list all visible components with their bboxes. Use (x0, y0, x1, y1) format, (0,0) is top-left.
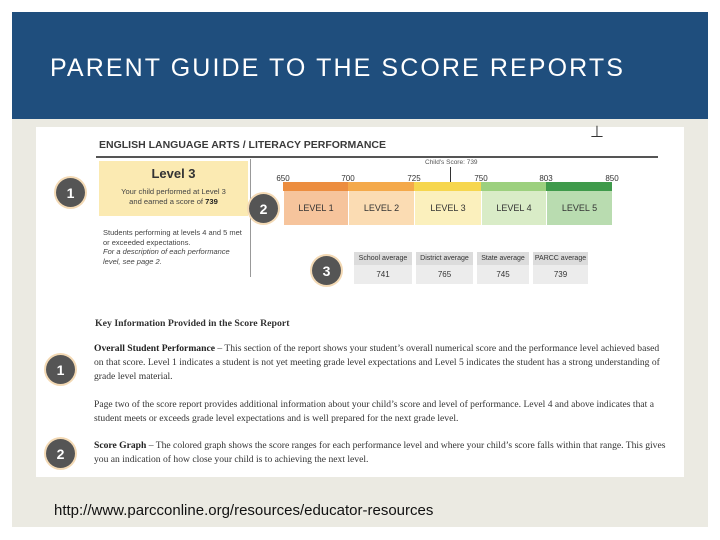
level-band-5: LEVEL 5 (546, 191, 612, 225)
level-band-3: LEVEL 3 (414, 191, 481, 225)
callout-badge-3: 3 (312, 256, 341, 285)
scale-tick-label: 750 (474, 174, 488, 183)
overall-performance-text: – This section of the report shows your student’s overall numerical score and the performance level achieved based on that score. Level 1 indicates a student is not yet meeting grade level expectations and Level 5 indicates the student has a strong understanding of grade level material. (94, 343, 660, 382)
level-summary-box (99, 161, 248, 216)
score-report-image (36, 124, 684, 477)
callout-badge-1: 1 (56, 178, 85, 207)
level-band-top-5 (546, 182, 612, 191)
score-graph-paragraph (94, 439, 666, 467)
average-label: State average (477, 252, 529, 265)
level-text-2: and earned a score of (129, 197, 204, 206)
average-label: PARCC average (533, 252, 588, 265)
scale-tick-label: 700 (341, 174, 355, 183)
average-label: School average (354, 252, 412, 265)
average-label: District average (416, 252, 473, 265)
level-description (105, 187, 242, 207)
level-band-top-3 (414, 182, 481, 191)
report-section-title: ENGLISH LANGUAGE ARTS / LITERACY PERFORMANCE (99, 139, 387, 151)
level-band-top-1 (283, 182, 348, 191)
cursor-icon: ⊥ (590, 124, 604, 141)
callout-badge-2-lower: 2 (46, 439, 75, 468)
level-text-1: Your child performed at Level 3 (121, 187, 226, 196)
page-two-paragraph: Page two of the score report provides additional information about your child’s score and level of performance. Level 4 and above indicates that a student meets or exceeds grade level expectations and is well prepared for the next grade level. (94, 399, 654, 424)
level-band-top-4 (481, 182, 546, 191)
level-score: 739 (205, 197, 218, 206)
level-band-1: LEVEL 1 (283, 191, 348, 225)
level-title: Level 3 (151, 166, 196, 181)
scale-tick-label: 803 (539, 174, 553, 183)
level-note-text: Students performing at levels 4 and 5 met or exceeded expectations. (103, 228, 242, 247)
childs-score-label: Child's Score: 739 (425, 159, 478, 166)
title-rule (96, 156, 658, 158)
slide-header (12, 12, 708, 119)
average-value: 741 (354, 265, 412, 284)
level-band-4: LEVEL 4 (481, 191, 546, 225)
scale-tick-label: 650 (276, 174, 290, 183)
scale-tick-label: 850 (605, 174, 619, 183)
callout-badge-2: 2 (249, 194, 278, 223)
overall-performance-paragraph (94, 342, 666, 384)
score-graph-heading: Score Graph (94, 440, 147, 451)
scale-tick-label: 725 (407, 174, 421, 183)
average-value: 739 (533, 265, 588, 284)
key-info-title: Key Information Provided in the Score Report (95, 318, 290, 329)
level-note (103, 228, 249, 266)
average-value: 765 (416, 265, 473, 284)
source-url[interactable]: http://www.parcconline.org/resources/educator-resources (54, 502, 434, 519)
level-band-top-2 (348, 182, 414, 191)
average-value: 745 (477, 265, 529, 284)
callout-badge-1-lower: 1 (46, 355, 75, 384)
overall-performance-heading: Overall Student Performance (94, 343, 215, 354)
score-graph-text: – The colored graph shows the score ranges for each performance level and where your child’s score falls within that range. This gives you an indication of how close your child is to achieving the next level. (94, 440, 666, 465)
level-band-2: LEVEL 2 (348, 191, 414, 225)
level-note-italic: For a description of each performance level, see page 2. (103, 247, 230, 266)
slide-title: PARENT GUIDE TO THE SCORE REPORTS (50, 54, 625, 82)
divider-line (250, 159, 251, 277)
